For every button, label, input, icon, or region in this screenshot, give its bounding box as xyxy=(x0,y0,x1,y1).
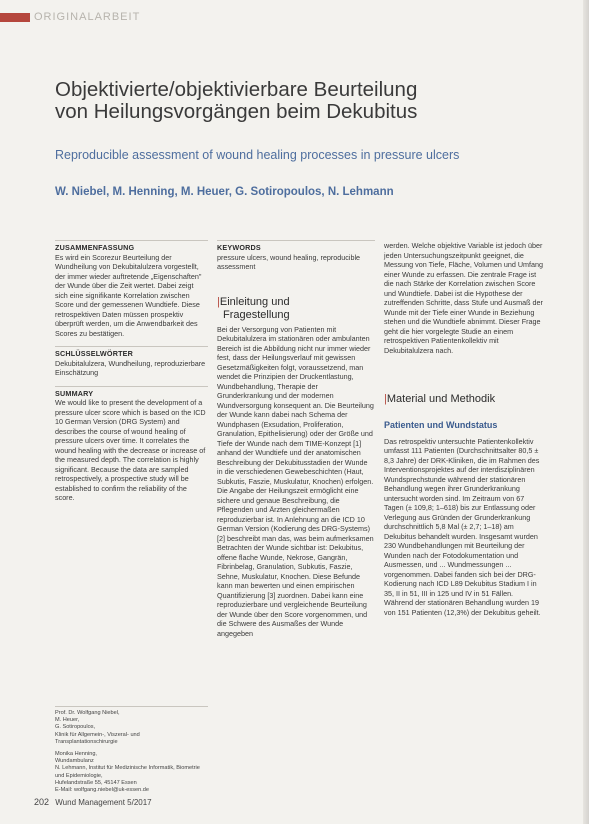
page-number: 202 xyxy=(34,797,50,807)
intro-heading-line-2: Fragestellung xyxy=(223,308,290,321)
affiliation-line: M. Heuer, xyxy=(55,717,80,724)
abstract-de-heading: ZUSAMMENFASSUNG xyxy=(55,243,135,252)
affiliation-line: Klinik für Allgemein-, Viszeral- und xyxy=(55,731,140,738)
heading-bar: | xyxy=(384,393,387,405)
article-title xyxy=(55,79,575,123)
author-list: W. Niebel, M. Henning, M. Heuer, G. Sotiropoulos, N. Lehmann xyxy=(55,186,394,198)
affiliation-line: N. Lehmann, Institut für Medizinische Informatik, Biometrie und Epidemiologie, xyxy=(55,765,200,779)
page-edge-shadow xyxy=(583,0,589,824)
abstract-column xyxy=(55,240,208,503)
methods-heading: |Material und Methodik xyxy=(384,393,496,405)
intro-continued-text: werden. Welche objektive Variable ist jedoch über jeden Untersuchungszeitpunkt geeignet, die Messung von Tiefe, Fläche, Volumen und Umfang einer Wunde zu erfassen. Die zentrale Frage ist die nach Stärke der Korrelation zwischen Score und Wundtiefe. Dabei ist die Hypothese der zutreffenden Schritte, dass Stufe und Ausmaß der Wunde mit der Tiefe einer Wunde in Beziehung stehen und die Wundtiefe abnimmt. Dieser Frage geht die hier vorgelegte Studie an einem retrospektiven Patientenkollektiv mit Dekubitalulzera nach. xyxy=(384,241,544,355)
affiliation-line: Prof. Dr. Wolfgang Niebel, xyxy=(55,710,120,716)
keywords-en-text: pressure ulcers, wound healing, reproducible assessment xyxy=(217,252,361,271)
affiliation-line: Monika Henning, xyxy=(55,751,97,758)
keywords-en-heading: KEYWORDS xyxy=(217,243,261,252)
intro-text: Bei der Versorgung von Patienten mit Dekubitalulzera im stationären oder ambulanten Bereich ist die Abbildung nicht nur immer wieder fest, dass der Heilungsverlauf mit gewissen Gesetzmäßigkeiten folgt, voraussetzend, man wendet die Prinzipien der Druckentlastung, Wundbehandlung, Therapie der Grunderkrankung und der modernen Wundversorgung konsequent an. Die Beurteilung der Wunde kann dabei nach Schema der Wundphasen (Exsudation, Proliferation, Granulation, Epithelisierung) oder der Größe und Tiefe der Wunde nach dem TIME-Konzept [1] anhand der Wundtiefe und der anatomischen Beschreibung der Dekubitusstadien der Wunde in die verschiedenen Gewebeschichten (Haut, Subkutis, Faszie, Muskulatur, Knochen) erfolgen. Die Angabe der Heilungszeit ermöglicht eine sichere und genaue Beschreibung, die Pflegenden und Ärzten gleichermaßen reproduzierbar ist. In Anlehnung an die ICD 10 German Version (Kodierung des DRG-Systems) [2] beschreibt man das, was beim aufmerksamen Betrachten der Wunde sichtbar ist: Dekubitus, offene flache Wunde, Nekrose, Gangrän, Fibrinbelag, Granulation, Subkutis, Faszie, Sehne, Muskulatur, Knochen. Diese Befunde kann man bewerten und einen empirischen Quantifizierung [3] zuordnen. Dabei kann eine reproduzierbare und vergleichende Beurteilung der Wunde über den Score vorgenommen, und die Schwere des Ausmaßes der Wunde angegeben xyxy=(217,324,374,638)
affiliation-line: Wundambulanz xyxy=(55,758,94,765)
divider xyxy=(217,240,375,241)
journal-name: Wund Management 5/2017 xyxy=(55,798,152,807)
email-line: E-Mail: wolfgang.niebel@uk-essen.de xyxy=(55,787,149,794)
intro-heading-line-1: Einleitung und xyxy=(219,295,290,308)
summary-en-heading: SUMMARY xyxy=(55,388,94,398)
title-line-1: Objektivierte/objektivierbare Beurteilung xyxy=(55,78,418,101)
keywords-de-heading: SCHLÜSSELWÖRTER xyxy=(55,349,134,358)
abstract-de-text: Es wird ein Scorezur Beurteilung der Wundheilung von Dekubitalulzera vorgestellt, der immer wieder auftretende „Eigenschaften" der Wunde über die Zeit wertet. Dabei zeigt sich eine signifikante Korrelation zwischen Score und der gemessenen Wundtiefe. Diese retrospektiven Daten müssen prospektiv überprüft werden, um die Anwendbarkeit des Scores zu bestätigen. xyxy=(55,252,202,338)
divider xyxy=(55,346,208,347)
header-accent-bar xyxy=(0,13,30,22)
patients-subheading: Patienten und Wundstatus xyxy=(384,420,498,430)
affiliation-line: Transplantationschirurgie xyxy=(55,738,118,745)
affiliation-line: G. Sotiropoulos, xyxy=(55,724,96,731)
page-footer xyxy=(34,797,152,807)
divider xyxy=(55,386,208,387)
divider xyxy=(55,706,208,707)
title-line-2: von Heilungsvorgängen beim Dekubitus xyxy=(55,100,418,123)
article-subtitle: Reproducible assessment of wound healing processes in pressure ulcers xyxy=(55,148,460,162)
keywords-de-text: Dekubitalulzera, Wundheilung, reproduzierbare Einschätzung xyxy=(55,358,206,377)
methods-text: Das retrospektiv untersuchte Patientenkollektiv umfasst 111 Patienten (Durchschnittsalter 80,5 ± 8,3 Jahre) der DRK-Kliniken, die im Rahmen des Interventionsprojektes auf der interdisziplinären Wundsprechstunde während der stationären Behandlung wegen ihrer Grunderkrankung untersucht worden sind. Im Zeitraum von 67 Tagen (± 109,8; 1–618) bis zur Entlassung oder Verlegung aus Gründen der Grunderkrankung durchschnittlich 5,8 Mal (± 2,7; 1–18) am Dekubitus behandelt wurden. Insgesamt wurden 230 Wundbehandlungen mit Beurteilung der Wunden nach der Fotodokumentation und Ausmessen, und ... Wundmessungen ... vorgenommen. Dabei fanden sich bei der DRG-Kodierung nach ICD L89 Dekubitus Stadium I in 35, II in 51, III in 125 und IV in 51 Fällen. Während der stationären Behandlung wurden 19 von 151 Patienten (12,3%) der Dekubitus geheilt. xyxy=(384,436,541,617)
affiliation-line: Hufelandstraße 55, 45147 Essen xyxy=(55,779,137,786)
summary-en-text: We would like to present the development of a pressure ulcer score which is based on the ICD 10 German Version (DRG System) and describes the course of wound healing of pressure ulcers over time. It correlates the wound healing with the decrease or increase of the measured depth. The correlation is highly significant. Because the data are sampled retrospectively, a prospective study will be established to confirm the reliability of the score. xyxy=(55,398,206,502)
heading-bar: | xyxy=(217,295,220,308)
intro-column xyxy=(217,240,375,638)
intro-heading xyxy=(217,296,375,322)
methods-column xyxy=(384,241,544,617)
affiliation-block xyxy=(55,706,208,794)
divider xyxy=(55,240,208,241)
section-label: ORIGINALARBEIT xyxy=(34,11,141,23)
